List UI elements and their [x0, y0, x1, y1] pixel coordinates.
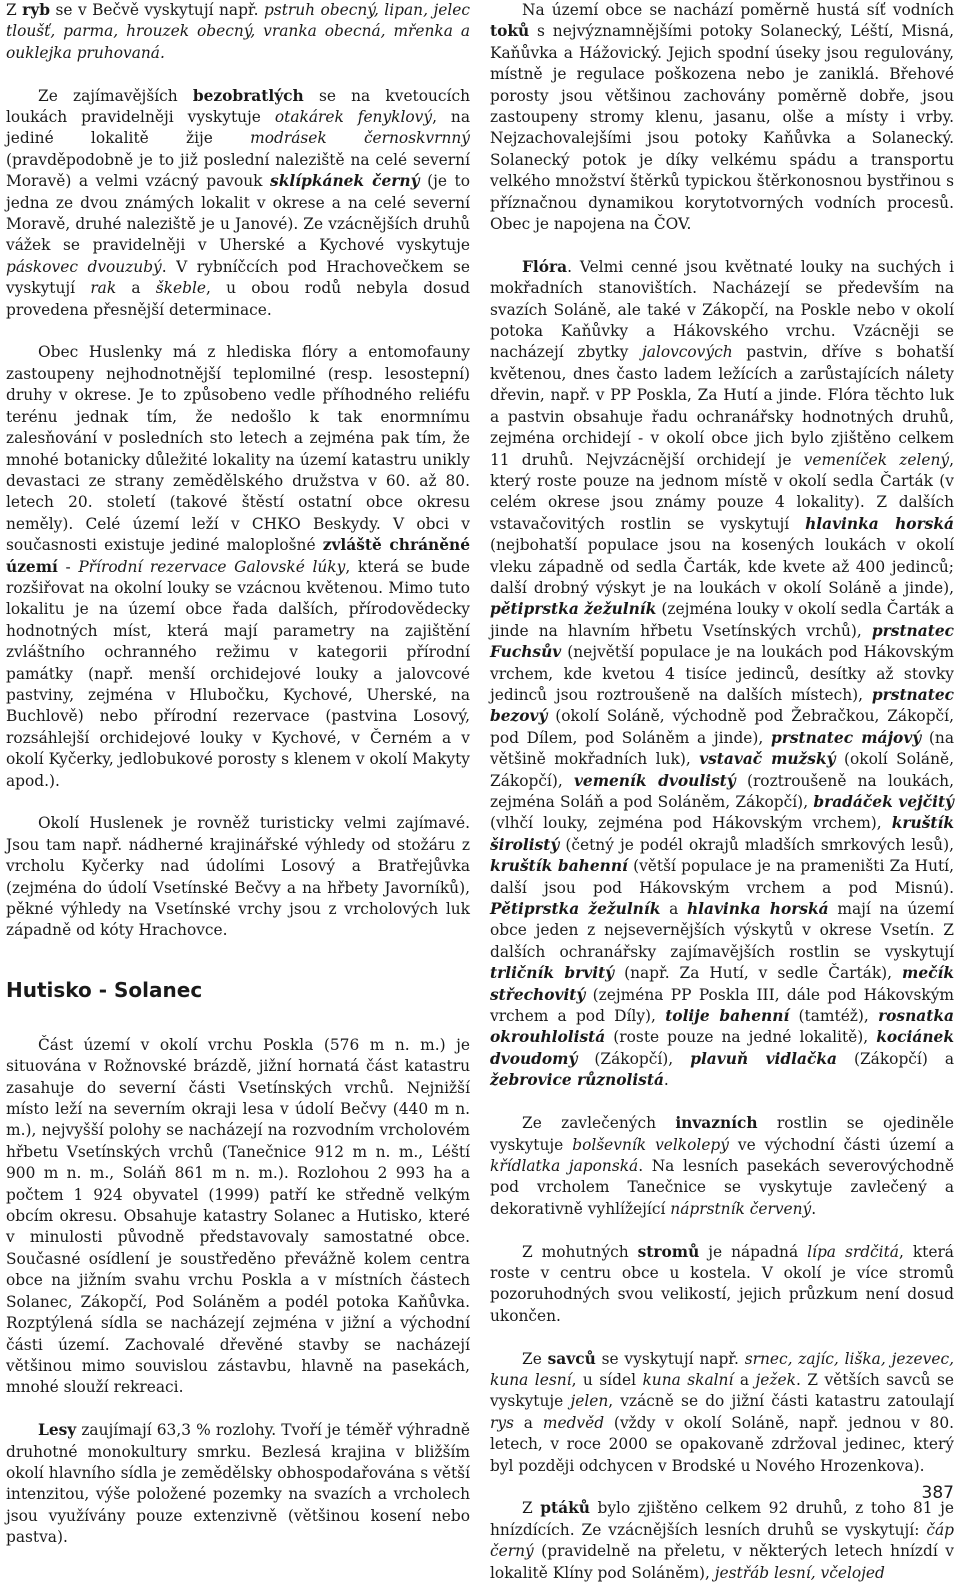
species-name: mečík střechovitý: [490, 964, 954, 1004]
text-run: se na kvetoucích loukách pravidelněji vyskytuje: [6, 86, 470, 127]
species-name: plavuň vidlačka: [690, 1049, 837, 1068]
italic-term: náprstník červený: [670, 1199, 812, 1218]
bold-term: zvláště chráněné území: [6, 536, 471, 576]
text-run: (roztroušeně na loukách, zejména Soláň a pod Soláněm, Zákopčí),: [490, 771, 954, 812]
text-run: Obec Huslenky má z hlediska flóry a entomofauny zastoupeny nejhodnotnější teplomilné (resp. lesostepní) druhy v okrese. Je to způsobeno vedle příhodného reliéfu terénu jednak tím, že nedošlo k tak enormnímu zalesňování v posledních sto letech a zejména pak tím, že mnohé botanicky důležité lokality na území katastru unikly devastaci ze strany zemědělského družstva v 60. až 80. letech 20. století (takové štěstí ostatní obce okresu neměly). Celé území leží v CHKO Beskydy. V obci v současnosti existuje jediné maloplošné: [6, 343, 470, 555]
italic-term: jestřáb lesní, včelojed: [714, 1563, 885, 1582]
text-run: ve východní části území a: [728, 1135, 954, 1154]
species-name: rosnatka okrouhlolistá: [490, 1007, 955, 1047]
text-run: Ze zajímavějších: [38, 86, 193, 105]
text-run: (četný je podél okrajů mladších smrkových lesů),: [559, 835, 954, 854]
text-run: je nápadná: [699, 1242, 808, 1261]
italic-term: škeble: [155, 279, 206, 298]
text-run: s nejvýznamnějšími potoky Solanecký, Léští, Misná, Kaňůvka a Hážovický. Jejich spodní úseky jsou regulovány, místně je regulace poškozena nebo je zaniklá. Břehové porosty jsou většinou zachovány poměrně dobře, jsou zastoupeny stromy klenu, jasanu, olše a místy i vrby. Nejzachovalejšími jsou potoky Kaňůvka a Solanecký. Solanecký potok je díky velkému spádu a transportu velkého množství štěrků typickou štěrkonosnou bystřinou s příznačnou dynamikou korytotvorných vodních procesů. Obec je napojena na ČOV.: [490, 22, 954, 234]
italic-term: otakárek fenyklový: [274, 108, 433, 127]
text-run: zaujímají 63,3 % rozlohy. Tvoří je téměř výhradně druhotné monokultury smrku. Bezlesá krajina v bližším okolí hlavního sídla je zemědělsky obhospodařována s větší intenzitou, výše položené pozemky na svazích a vrcholech jsou využívány pouze extenzivně (většinou kosení nebo pastva).: [6, 1421, 470, 1547]
text-run: (okolí Soláně, východně pod Žebračkou, Zákopčí, pod Dílem, pod Soláněm a jinde),: [490, 707, 954, 747]
bold-term: invazních: [675, 1114, 758, 1133]
text-run: Ze zavlečených: [522, 1114, 676, 1133]
italic-term: bolševník velkolepý: [572, 1135, 729, 1154]
text-run: . Z větších savců se vyskytuje: [490, 1370, 955, 1411]
text-run: (největší populace je na loukách pod Hákovským vrchem, kde kvetou 4 tisíce jedinců, desítky až stovky jedinců jsou roztroušeně na dalších místech),: [490, 643, 954, 704]
text-run: (pravděpodobně je to již poslední naleziště na celé severní Moravě) a velmi vzácný pavouk: [6, 150, 470, 191]
text-run: Z: [6, 1, 23, 19]
text-run: . Na lesních pasekách severovýchodně pod vrcholem Tanečnice se vyskytuje zavlečený a dekorativně vyhlížející: [490, 1156, 954, 1218]
species-name: tolije bahenní: [665, 1007, 790, 1026]
text-run: .: [663, 1071, 669, 1090]
bold-term: ptáků: [540, 1499, 590, 1518]
text-run: Na území obce se nachází poměrně hustá síť vodních: [522, 1, 954, 19]
species-name: hlavinka horská: [805, 514, 954, 533]
text-run: (Zákopčí),: [577, 1049, 691, 1068]
species-name: sklípkánek černý: [270, 172, 420, 191]
italic-term: vemeníček zelený: [803, 450, 950, 469]
text-run: (vždy v okolí Soláně, např. jednou v 80. letech, v roce 2000 se opakovaně zdržoval jedinec, který byl později odchycen v Brodské u Nového Hrozenkova).: [490, 1413, 955, 1475]
bold-term: Lesy: [38, 1421, 77, 1440]
bold-term: stromů: [637, 1242, 700, 1261]
text-run: (větší populace je na prameništi Za Hutí, další jsou pod Hákovským vrchem a pod Misnú).: [490, 857, 954, 897]
paragraph-forests: [6, 1420, 470, 1548]
text-run: a: [660, 900, 687, 919]
italic-term: srnec, zajíc, liška, jezevec, kuna lesní: [490, 1349, 954, 1389]
paragraph-streams: [490, 0, 954, 235]
italic-term: Přírodní rezervace Galovské lúky: [78, 557, 346, 576]
text-run: , která se bude rozšiřovat na okolní louky se vzácnou květenou. Mimo tuto lokalitu je na území obce řada dalších, přírodovědecky hodnotných míst, která mají parametry na zajištění zvláštního ochranného režimu v kategorii přírodní památky (např. menší orchidejové louky a jalovcové pastviny, zejména v Hlubočku, Kychové, Uherské, na Buchlově) nebo přírodní rezervace (pastvina Losový, rozsáhlejší orchidejové louky v Kychové, v Černém a v okolí Kyčerky, jedlobukové porosty s klenem v okolí Makyty apod.).: [6, 557, 470, 790]
text-run: (vlhčí louky, zejména pod Hákovským vrchem),: [490, 814, 892, 833]
text-run: , vzácně se do jižní části katastru zatoulají: [608, 1392, 954, 1411]
italic-term: rak: [90, 279, 117, 298]
text-run: , u sídel: [571, 1370, 643, 1389]
text-run: Z: [522, 1499, 541, 1518]
text-run: , u obou rodů nebyla dosud provedena přesnější determinace.: [6, 279, 470, 319]
text-run: a: [733, 1370, 756, 1389]
text-run: a: [116, 279, 156, 298]
italic-term: modrásek černoskvrnný: [250, 129, 470, 148]
text-run: , který roste pouze na jednom místě v okolí sedla Čarták (v celém okrese jsou známy pouze 4 lokality). Z dalších vstavačovitých rostlin se vyskytují: [490, 450, 955, 533]
text-run: (zejména louky v okolí sedla Čarták a jinde na hlavním hřbetu Vsetínských vrchů),: [490, 600, 954, 640]
italic-term: jelen: [570, 1392, 609, 1411]
italic-term: páskovec dvouzubý: [6, 257, 162, 276]
paragraph-trees: [490, 1242, 954, 1328]
text-run: pastvin, dříve s bohatší květenou, dnes často ladem ležících a zarůstajících nálety dřevin, např. v PP Poskla, Za Hutí a jinde. Flóra těchto luk a pastvin obsahuje řadu ochranářsky hodnotných druhů, zejména orchidejí - v okolí obce jich bylo zjištěno celkem 11 druhů. Nejvzácnější orchidejí je: [490, 343, 954, 469]
species-name: kociánek dvoudomý: [490, 1028, 954, 1068]
species-name: prstnatec bezový: [490, 685, 954, 726]
paragraph-mammals: [490, 1349, 954, 1477]
species-name: pětiprstka žežulník: [490, 600, 657, 619]
text-run: a: [513, 1413, 543, 1432]
text-run: .: [811, 1199, 817, 1218]
species-name: žebrovice různolistá: [490, 1071, 664, 1090]
italic-term: jalovcových: [641, 343, 733, 362]
text-run: (Zákopčí) a: [836, 1049, 955, 1068]
italic-term: ježek: [755, 1370, 796, 1389]
italic-term: medvěd: [542, 1413, 605, 1432]
left-column: [6, 0, 470, 1549]
text-run: (nejbohatší populace jsou na kosených loukách v okolí vleku západně od sedla Čarták, kde kvete až 400 jedinců; další drobný výskyt je na loukách v okolí Soláně a jinde),: [490, 536, 954, 597]
italic-term: čáp černý: [490, 1520, 954, 1561]
paragraph-invertebrates: [6, 86, 470, 321]
italic-term: rys: [490, 1413, 514, 1432]
text-run: (zejména PP Poskla III, dále pod Hákovským vrchem a pod Díly),: [490, 985, 954, 1026]
text-run: bylo zjištěno celkem 92 druhů, z toho 81 je hnízdících. Ze vzácnějších lesních druhů se vyskytují:: [490, 1499, 954, 1539]
text-run: Část území v okolí vrchu Poskla (576 m n. m.) je situována v Rožnovské brázdě, jižní hornatá část katastru zasahuje do severní části Vsetínských vrchů. Nejnižší místo leží na severním okraji lesa v údolí Bečvy (440 m n. m.), nejvyšší polohy se nacházejí na rozvodním vrcholovém hřbetu Vsetínských vrchů (Tanečnice 912 m n. m., Léští 900 m n. m., Soláň 861 m n. m.). Rozlohou 2 993 ha a počtem 1 924 obyvatel (1999) patří ke středně velkým obcím okresu. Obsahuje katastry Solanec a Hutisko, které v minulosti původně představovaly samostatné obce. Současné osídlení je soustředěno převážně kolem centra obce na jižním svahu vrchu Poskla a v místních částech Solanec, Zákopčí, Pod Soláněm a podél potoka Kaňůvka. Rozptýlená sídla se nacházejí zejména v jižní a východní části území. Zachovalé dřevěné stavby se nacházejí většinou mimo souvislou zástavbu, hlavně na pasekách, mnohé slouží rekreaci.: [6, 1035, 470, 1397]
page-number: 387: [921, 1483, 954, 1503]
bold-term: savců: [547, 1349, 596, 1368]
species-name: prstnatec Fuchsův: [490, 621, 954, 662]
paragraph-huslenky-flora: [6, 342, 470, 792]
italic-term: pstruh obecný, lipan, jelec tloušť, parma, hrouzek obecný, vranka obecná, mřenka a ouklejka pruhovaná.: [6, 1, 470, 62]
paragraph-fish: [6, 0, 470, 64]
bold-term: Flóra: [522, 257, 568, 276]
section-heading: Hutisko - Solanec: [6, 977, 203, 1002]
right-column: [490, 0, 954, 1584]
text-run: (roste pouze na jedné lokalitě),: [605, 1028, 877, 1047]
text-run: (např. Za Hutí, v sedle Čarták),: [614, 964, 903, 983]
italic-term: kuna skalní: [642, 1370, 734, 1389]
italic-term: lípa srdčitá: [807, 1242, 899, 1261]
paragraph-flora: [490, 257, 954, 1092]
text-run: , která roste v centru obce u kostela. V okolí je více stromů pozoruhodných svou velikostí, jejich průzkum není dosud ukončen.: [490, 1242, 954, 1325]
text-run: (je to jedna ze dvou známých lokalit v okrese a na celé severní Moravě, druhé naleziště je u Janové). Ze vzácnějších druhů vážek se pravidelněji v Uherské a Kychové vyskytuje: [6, 172, 470, 255]
italic-term: křídlatka japonská: [490, 1156, 639, 1175]
text-run: . Velmi cenné jsou květnaté louky na suchých i mokřadních stanovištích. Nacházejí se především na svazích Soláně, ale také v Zákopčí, na Poskle nebo v okolí potoka Kaňůvky a Hákovského vrchu. Vzácněji se nacházejí zbytky: [490, 257, 954, 362]
text-run: (okolí Soláně, Zákopčí),: [490, 750, 955, 790]
bold-term: ryb: [22, 1, 50, 19]
text-run: Okolí Huslenek je rovněž turisticky velmi zajímavé. Jsou tam např. nádherné krajinářské výhledy od stožáru z vrcholu Kyčerky nad údolími Losový a Bratřejůvka (zejména do údolí Vsetínské Bečvy a na hřbety Javorníků), pěkné výhledy na Vsetínské vrchy jsou z vrcholových luk západně od kóty Hrachovce.: [6, 814, 470, 940]
text-run: . V rybníčcích pod Hrachovečkem se vyskytují: [6, 257, 470, 298]
text-run: se v Bečvě vyskytují např.: [50, 1, 264, 19]
species-name: bradáček vejčitý: [813, 793, 955, 812]
species-name: vstavač mužský: [699, 750, 836, 769]
paragraph-invasive-plants: [490, 1113, 954, 1220]
species-name: trličník brvitý: [490, 964, 615, 983]
text-run: se vyskytují např.: [595, 1349, 745, 1368]
text-run: mají na území obce jeden z nejsevernějších výskytů v okrese Vsetín. Z dalších ochranářsky zajímavějších rostlin se vyskytují: [490, 900, 954, 961]
text-run: rostlin se ojediněle vyskytuje: [490, 1114, 954, 1154]
bold-term: bezobratlých: [192, 86, 304, 105]
species-name: prstnatec májový: [771, 728, 922, 747]
text-run: Z mohutných: [522, 1242, 638, 1261]
species-name: Pětiprstka žežulník: [490, 900, 661, 919]
species-name: kruštík bahenní: [490, 857, 628, 876]
species-name: vemeník dvoulistý: [573, 771, 736, 790]
text-run: (pravidelně na přeletu, v některých letech hnízdí v lokalitě Klíny pod Soláněm),: [490, 1542, 954, 1582]
species-name: kruštík širolistý: [490, 814, 954, 854]
text-run: (na většině mokřadních luk),: [490, 728, 954, 769]
species-name: hlavinka horská: [686, 900, 829, 919]
text-run: (tamtéž),: [789, 1007, 879, 1026]
paragraph-birds: [490, 1498, 954, 1584]
bold-term: toků: [490, 22, 530, 41]
text-run: , na jediné lokalitě žije: [6, 108, 470, 148]
paragraph-hutisko-intro: [6, 1035, 470, 1399]
paragraph-huslenky-tourism: [6, 813, 470, 941]
text-run: -: [57, 557, 79, 576]
text-run: Ze: [522, 1349, 548, 1368]
